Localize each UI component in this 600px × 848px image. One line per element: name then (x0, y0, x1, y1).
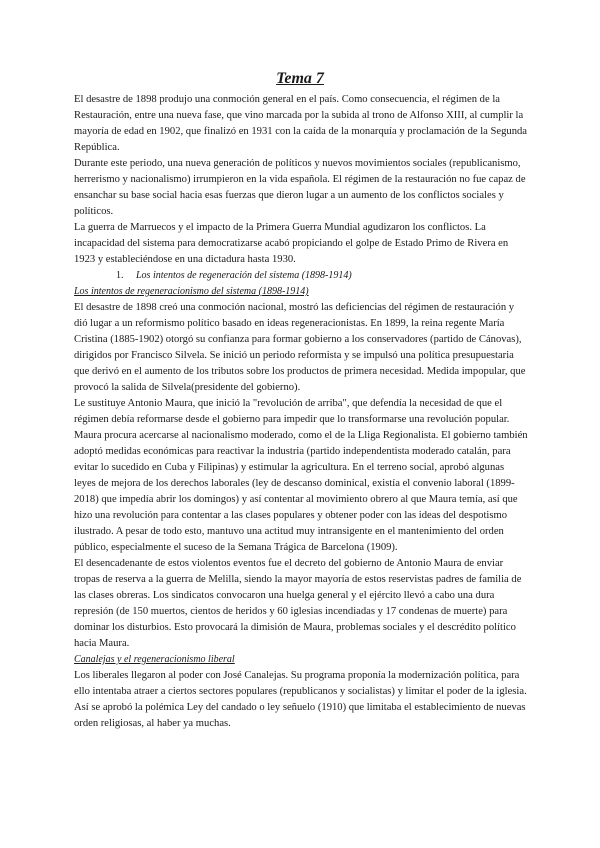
paragraph-desastre: El desastre de 1898 creó una conmoción nacional, mostró las deficiencias del régimen de restauración y dió lugar a un reformismo político basado en ideas regeneracionistas. En 1899, la reina regente María Cristina (1885-1902) otorgó su confianza para formar gobierno a los conservadores (partido de Cánovas), dirigidos por Francisco Silvela. Se inició un periodo reformista y se impulsó una política presupuestaria que derivó en el aumento de los tributos sobre los productos de primera necesidad. Medida impopular, que provocó la salida de Silvela(presidente del gobierno). (74, 302, 526, 393)
heading-number: 1. (116, 270, 124, 281)
numbered-heading (116, 268, 528, 284)
heading-text: Los intentos de regeneración del sistema (1898-1914) (136, 270, 352, 281)
section-heading-canalejas: Canalejas y el regeneracionismo liberal (74, 654, 235, 665)
paragraph-canalejas: Los liberales llegaron al poder con José Canalejas. Su programa proponía la modernización política, para ello intentaba atraer a ciertos sectores populares (republicanos y socialistas) y limitar el poder de la iglesia. Así se aprobó la polémica Ley del candado o ley señuelo (1910) que limitaba el establecimiento de nuevas orden religiosas, al haber ya muchas. (74, 670, 527, 729)
section-heading-regeneracionismo: Los intentos de regeneracionismo del sistema (1898-1914) (74, 286, 309, 297)
document-body (74, 92, 528, 732)
document-title: Tema 7 (276, 70, 324, 87)
paragraph-intro: El desastre de 1898 produjo una conmoción general en el país. Como consecuencia, el régimen de la Restauración, entre una nueva fase, que vino marcada por la subida al trono de Alfonso XIII, al cumplir la mayoría de edad en 1902, que finalizó en 1931 con la caída de la monarquía y proclamación de la Segunda República. (74, 94, 528, 153)
paragraph-melilla: El desencadenante de estos violentos eventos fue el decreto del gobierno de Antonio Maura de enviar tropas de reserva a la guerra de Melilla, siendo la mayor mayoría de estos reservistas padres de familia de las clases obreras. Los sindicatos convocaron una huelga general y el ejército llevó a cabo una dura represión (de 150 muertos, cientos de heridos y 60 iglesias incendiadas y 17 condenas de muerte) para dominar los disturbios. Esto provocará la dimisión de Maura, problemas sociales y el descrédito político hacia Maura. (74, 558, 522, 649)
paragraph-marruecos: La guerra de Marruecos y el impacto de la Primera Guerra Mundial agudizaron los conflictos. La incapacidad del sistema para democratizarse acabó propiciando el golpe de Estado Primo de Rivera en 1923 y estableciéndose en una dictadura hasta 1930. (74, 222, 509, 265)
paragraph-generation: Durante este periodo, una nueva generación de políticos y nuevos movimientos sociales (republicanismo, herrerismo y nacionalismo) irrumpieron en la vida española. El régimen de la restauración no fue capaz de ensanchar su base social hacia esas fuerzas que dieron lugar a un aumento de los conflictos sociales y políticos. (74, 158, 526, 217)
paragraph-maura: Le sustituye Antonio Maura, que inició la "revolución de arriba", que defendía la necesidad de que el régimen debía reformarse desde el gobierno para impedir que lo transformarse una revolución popular. Maura procura acercarse al nacionalismo moderado, como el de la Lliga Regionalista. El gobierno también adoptó medidas económicas para reactivar la industria (partido independentista moderado catalán, para evitar lo sucedido en Cuba y Filipinas) y estimular la agricultura. En el terreno social, aprobó algunas leyes de mejora de los derechos laborales (ley de descanso dominical, existía el convenio laboral (1899-2018) que impedía abrir los domingos) y así contentar al movimiento obrero al que Maura temía, así que hizo una revolución para contentar a las clases populares y obtener poder con las ideas del despotismo ilustrado. A pesar de todo esto, mantuvo una actitud muy intransigente en el mantenimiento del orden público, especialmente el suceso de la Semana Trágica de Barcelona (1909). (74, 398, 528, 553)
